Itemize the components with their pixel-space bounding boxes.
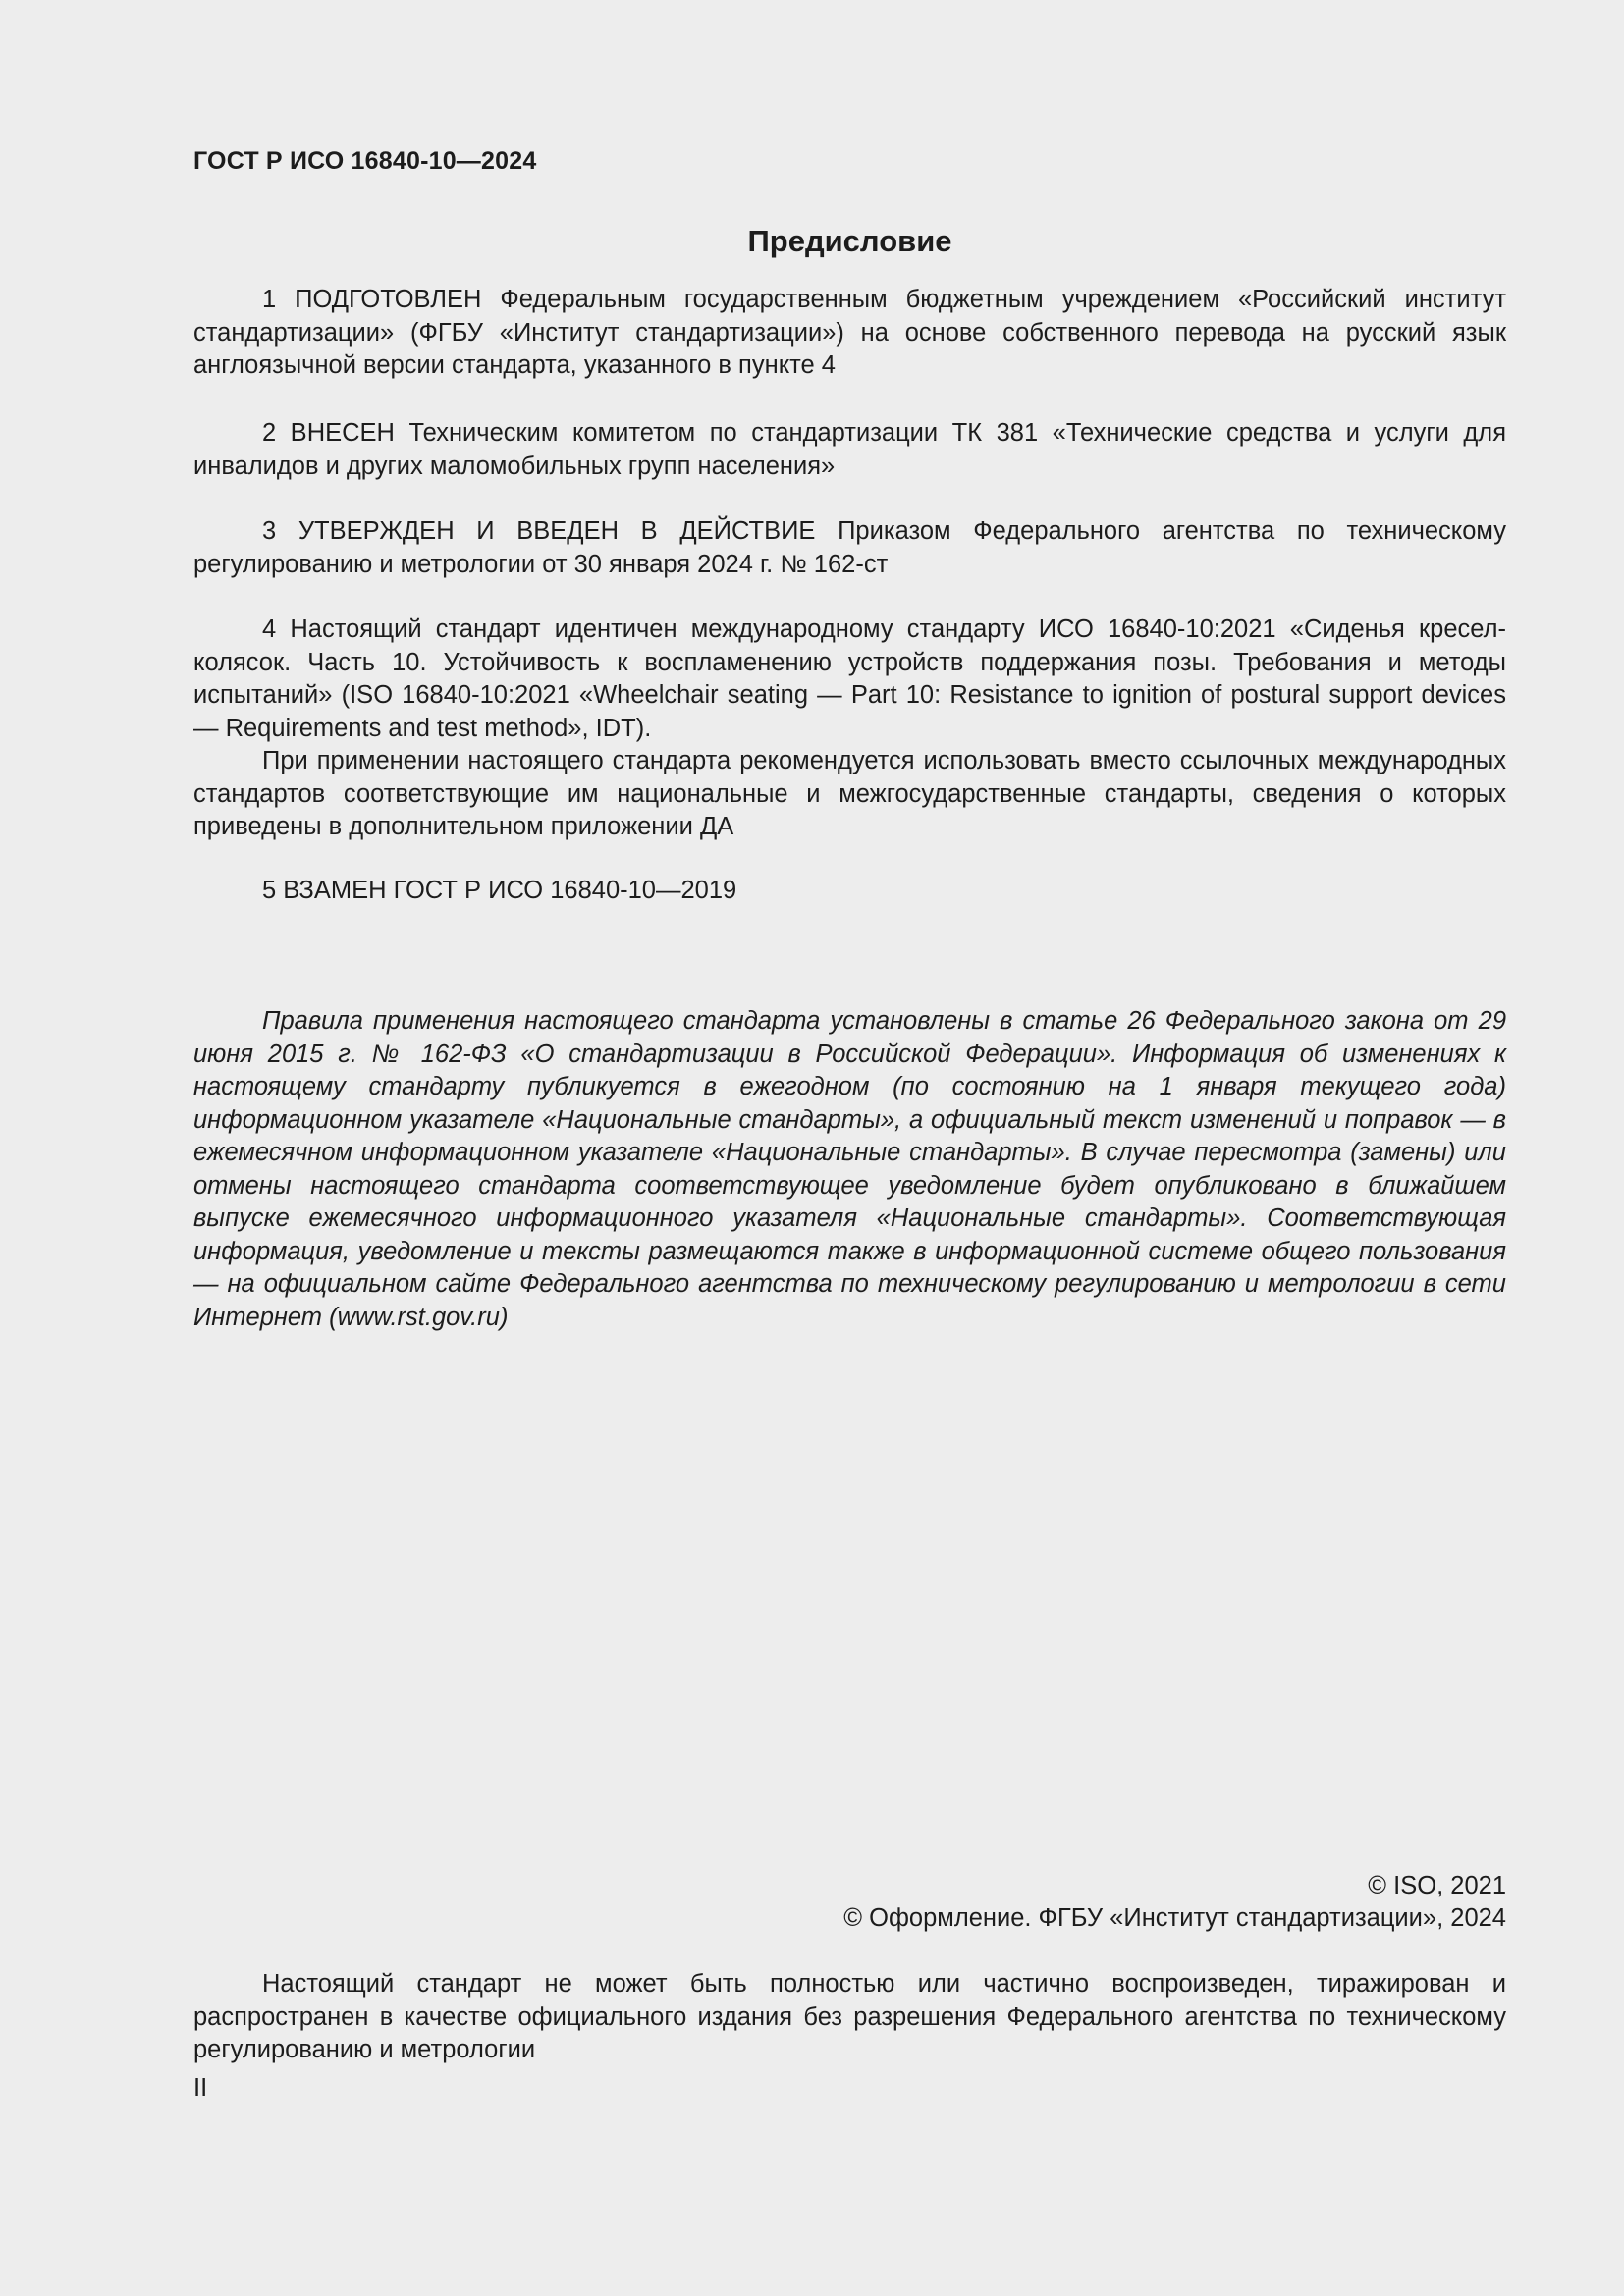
foreword-item-3: 3 УТВЕРЖДЕН И ВВЕДЕН В ДЕЙСТВИЕ Приказом Федерального агентства по техническому регулированию и метрологии от 30 января 2024 г. № 162-ст	[193, 517, 1506, 578]
foreword-item-5: 5 ВЗАМЕН ГОСТ Р ИСО 16840-10—2019	[262, 877, 737, 904]
page-number: II	[193, 2074, 208, 2102]
copyright-iso: © ISO, 2021	[1368, 1872, 1506, 1899]
rules-note: Правила применения настоящего стандарта установлены в статье 26 Федерального закона от 29 июня 2015 г. № 162-ФЗ «О стандартизации в Российской Федерации». Информация об изменениях к настоящему стандарту публикуется в ежегодном (по состоянию на 1 января текущего года) информационном указателе «Национальные стандарты», а официальный текст изменений и поправок — в ежемесячном информационном указателе «Национальные стандарты». В случае пересмотра (замены) или отмены настоящего стандарта соответствующее уведомление будет опубликовано в ближайшем выпуске ежемесячного информационного указателя «Национальные стандарты». Соответствующая информация, уведомление и тексты размещаются также в информационной системе общего пользования — на официальном сайте Федерального агентства по техническому регулированию и метрологии в сети Интернет (www.rst.gov.ru)	[193, 1007, 1506, 1331]
document-page	[193, 0, 1506, 2296]
foreword-title: Предисловие	[747, 224, 952, 258]
foreword-item-1: 1 ПОДГОТОВЛЕН Федеральным государственным бюджетным учреждением «Российский институт стандартизации» (ФГБУ «Институт стандартизации») на основе собственного перевода на русский язык англоязычной версии стандарта, указанного в пункте 4	[193, 286, 1506, 379]
reproduction-note: Настоящий стандарт не может быть полностью или частично воспроизведен, тиражирован и распространен в качестве официального издания без разрешения Федерального агентства по техническому регулированию и метрологии	[193, 1970, 1506, 2063]
document-code: ГОСТ Р ИСО 16840-10—2024	[193, 147, 537, 175]
foreword-item-4-note: При применении настоящего стандарта рекомендуется использовать вместо ссылочных международных стандартов соответствующие им национальные и межгосударственные стандарты, сведения о которых приведены в дополнительном приложении ДА	[193, 747, 1506, 840]
foreword-item-4: 4 Настоящий стандарт идентичен международному стандарту ИСО 16840-10:2021 «Сиденья кресел-колясок. Часть 10. Устойчивость к воспламенению устройств поддержания позы. Требования и методы испытаний» (ISO 16840-10:2021 «Wheelchair seating — Part 10: Resistance to ignition of postural support devices — Requirements and test method», IDT).	[193, 615, 1506, 742]
foreword-item-2: 2 ВНЕСЕН Техническим комитетом по стандартизации ТК 381 «Технические средства и услуги для инвалидов и других маломобильных групп населения»	[193, 419, 1506, 480]
copyright-design: © Оформление. ФГБУ «Институт стандартизации», 2024	[843, 1904, 1506, 1932]
